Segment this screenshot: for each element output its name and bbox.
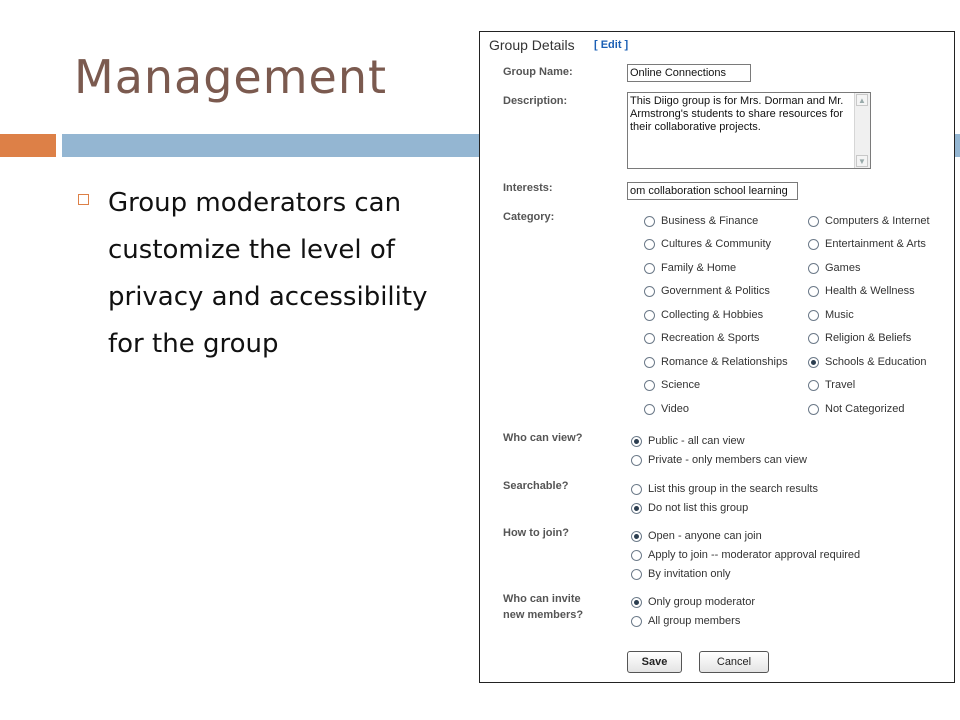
- how-to-join-label: How to join?: [503, 527, 569, 539]
- radio-button-icon[interactable]: [808, 286, 819, 297]
- searchable-option-list[interactable]: List this group in the search results: [631, 483, 818, 495]
- category-option[interactable]: Entertainment & Arts: [808, 238, 926, 250]
- radio-selected-icon[interactable]: [631, 436, 642, 447]
- radio-button-icon[interactable]: [644, 357, 655, 368]
- invite-option-moderator[interactable]: Only group moderator: [631, 596, 755, 608]
- panel-title: Group Details: [489, 37, 575, 53]
- radio-button-icon[interactable]: [631, 616, 642, 627]
- radio-selected-icon[interactable]: [631, 531, 642, 542]
- who-can-invite-label-line2: new members?: [503, 609, 584, 621]
- radio-button-icon[interactable]: [631, 569, 642, 580]
- who-can-invite-label: Who can invite: [503, 593, 581, 605]
- category-option[interactable]: Science: [644, 379, 700, 391]
- description-text: This Diigo group is for Mrs. Dorman and Mr. Armstrong's students to share resources for their collaborative projects.: [630, 95, 844, 133]
- edit-link[interactable]: [ Edit ]: [594, 39, 629, 51]
- group-name-label: Group Name:: [503, 66, 573, 78]
- searchable-label: Searchable?: [503, 480, 569, 492]
- join-option-open[interactable]: Open - anyone can join: [631, 530, 762, 542]
- radio-button-icon[interactable]: [631, 550, 642, 561]
- searchable-option-unlisted[interactable]: Do not list this group: [631, 502, 748, 514]
- bullet-item: [74, 180, 464, 368]
- cancel-button[interactable]: Cancel: [699, 651, 769, 673]
- group-details-panel: [479, 31, 955, 683]
- category-option[interactable]: Collecting & Hobbies: [644, 309, 763, 321]
- radio-button-icon[interactable]: [644, 263, 655, 274]
- radio-button-icon[interactable]: [808, 380, 819, 391]
- category-option[interactable]: Health & Wellness: [808, 285, 915, 297]
- group-name-input[interactable]: Online Connections: [627, 64, 751, 82]
- category-label: Category:: [503, 211, 555, 223]
- join-option-apply[interactable]: Apply to join -- moderator approval required: [631, 549, 860, 561]
- category-option[interactable]: Government & Politics: [644, 285, 770, 297]
- invite-option-members[interactable]: All group members: [631, 615, 740, 627]
- view-option-public[interactable]: Public - all can view: [631, 435, 745, 447]
- interests-input[interactable]: om collaboration school learning: [627, 182, 798, 200]
- category-option[interactable]: Cultures & Community: [644, 238, 771, 250]
- category-option[interactable]: Music: [808, 309, 854, 321]
- radio-button-icon[interactable]: [808, 404, 819, 415]
- radio-button-icon[interactable]: [644, 404, 655, 415]
- radio-button-icon[interactable]: [808, 333, 819, 344]
- interests-label: Interests:: [503, 182, 553, 194]
- who-can-view-label: Who can view?: [503, 432, 583, 444]
- square-bullet-icon: [78, 194, 89, 205]
- category-option[interactable]: Schools & Education: [808, 356, 927, 368]
- radio-button-icon[interactable]: [631, 455, 642, 466]
- category-option[interactable]: Computers & Internet: [808, 215, 930, 227]
- category-option[interactable]: Business & Finance: [644, 215, 758, 227]
- category-option[interactable]: Travel: [808, 379, 855, 391]
- radio-button-icon[interactable]: [644, 310, 655, 321]
- category-option[interactable]: Recreation & Sports: [644, 332, 759, 344]
- category-option[interactable]: Video: [644, 403, 689, 415]
- radio-selected-icon[interactable]: [808, 357, 819, 368]
- radio-selected-icon[interactable]: [631, 503, 642, 514]
- radio-button-icon[interactable]: [644, 239, 655, 250]
- description-label: Description:: [503, 95, 568, 107]
- radio-button-icon[interactable]: [808, 310, 819, 321]
- radio-button-icon[interactable]: [644, 216, 655, 227]
- scroll-up-arrow-icon[interactable]: ▲: [856, 94, 868, 106]
- bullet-text: Group moderators can customize the level of privacy and accessibility for the group: [108, 188, 428, 359]
- accent-bar-orange: [0, 134, 56, 157]
- category-option[interactable]: Not Categorized: [808, 403, 905, 415]
- join-option-invitation[interactable]: By invitation only: [631, 568, 731, 580]
- radio-button-icon[interactable]: [644, 333, 655, 344]
- category-option[interactable]: Religion & Beliefs: [808, 332, 911, 344]
- radio-button-icon[interactable]: [808, 263, 819, 274]
- category-option[interactable]: Games: [808, 262, 860, 274]
- category-option[interactable]: Family & Home: [644, 262, 736, 274]
- save-button[interactable]: Save: [627, 651, 682, 673]
- category-option[interactable]: Romance & Relationships: [644, 356, 788, 368]
- radio-selected-icon[interactable]: [631, 597, 642, 608]
- view-option-private[interactable]: Private - only members can view: [631, 454, 807, 466]
- radio-button-icon[interactable]: [644, 380, 655, 391]
- scroll-down-arrow-icon[interactable]: ▼: [856, 155, 868, 167]
- radio-button-icon[interactable]: [631, 484, 642, 495]
- slide-title: Management: [74, 50, 388, 104]
- description-scrollbar[interactable]: [854, 93, 870, 168]
- radio-button-icon[interactable]: [808, 216, 819, 227]
- radio-button-icon[interactable]: [808, 239, 819, 250]
- radio-button-icon[interactable]: [644, 286, 655, 297]
- description-textarea[interactable]: [627, 92, 871, 169]
